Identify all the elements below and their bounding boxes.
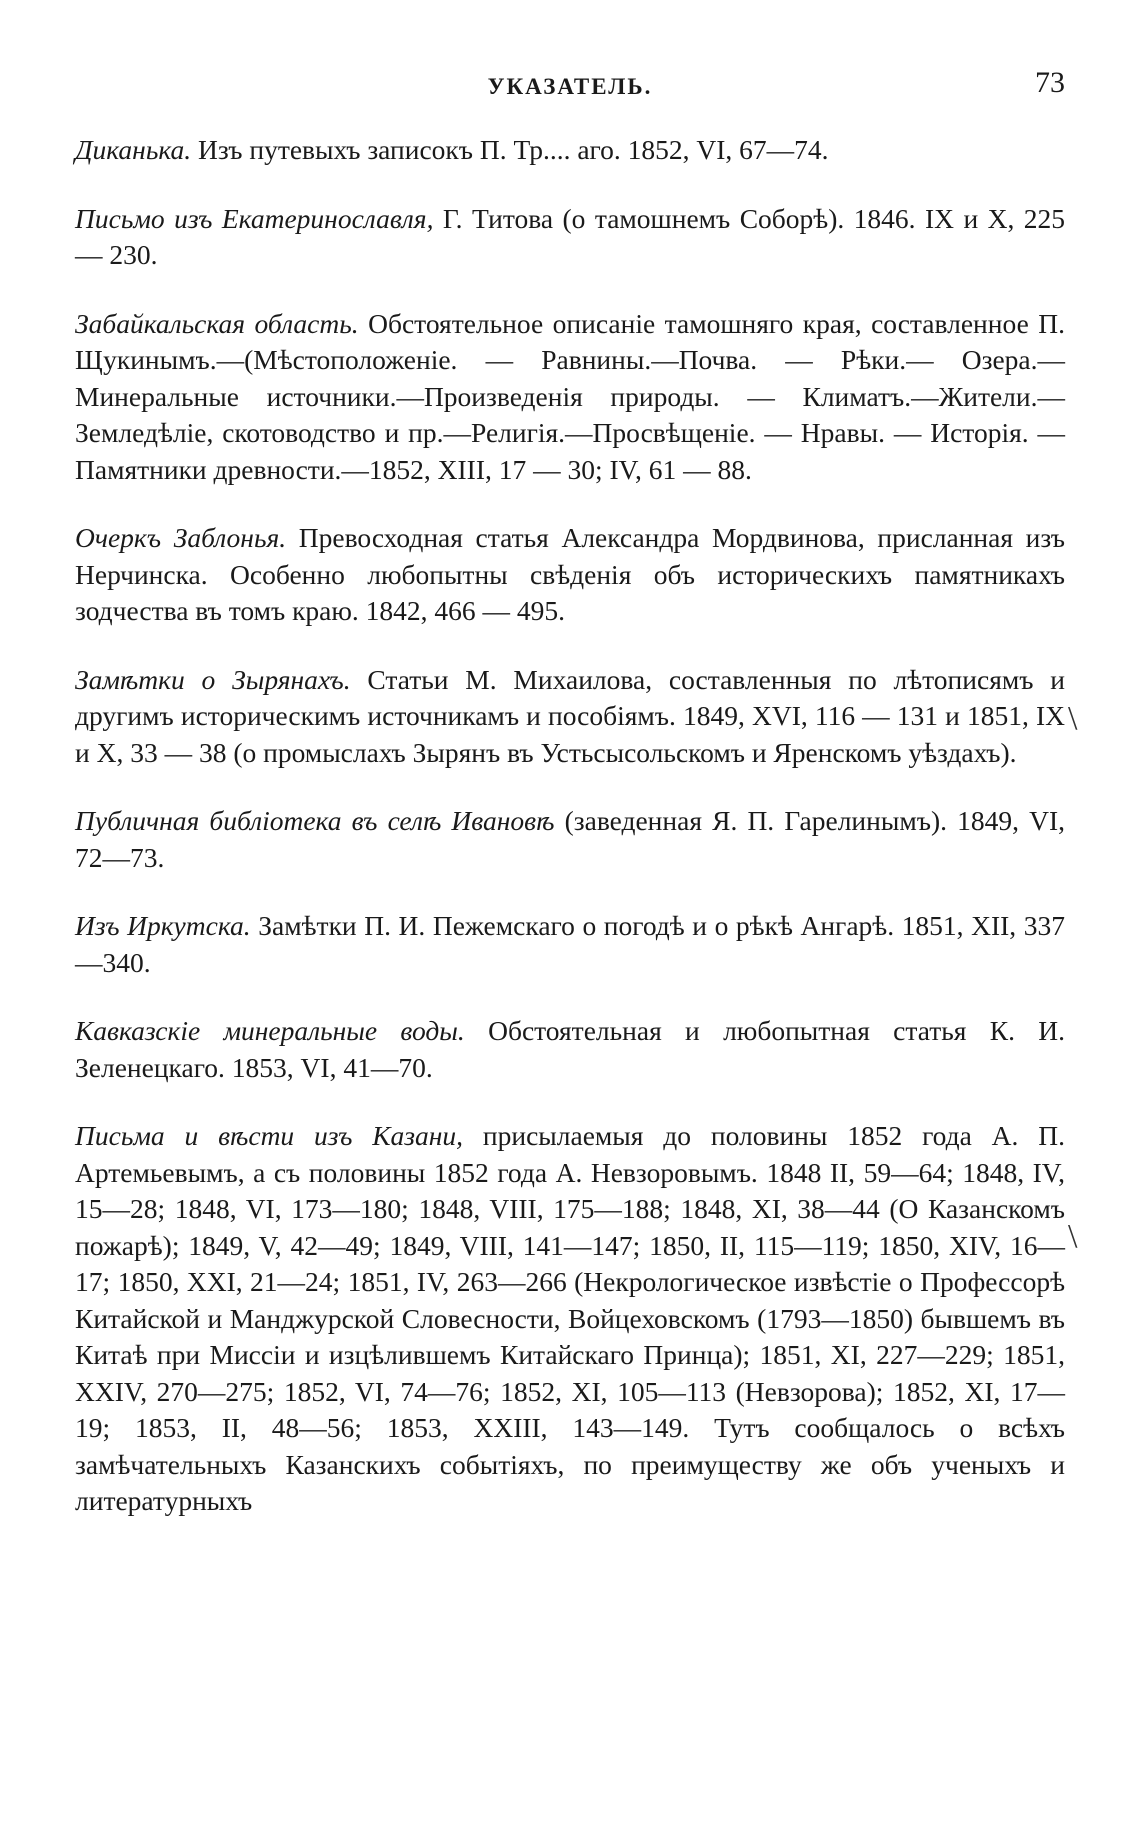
entry-title: Публичная библіотека въ селѣ Ивановѣ xyxy=(75,805,555,836)
entry-title: Письмо изъ Екатеринославля, xyxy=(75,202,434,234)
entry-title: Забайкальская область. xyxy=(75,307,359,339)
index-entry xyxy=(75,306,1065,489)
page-header xyxy=(75,66,1065,114)
entry-text: Превосходная статья Александра Мордвинова, присланная изъ Нерчинска. Особенно любопытны свѣденія объ историческихъ памятникахъ зодчества въ томъ краю. 1842, 466 — 495. xyxy=(75,522,1065,626)
entry-text: присылаемыя до половины 1852 года А. П. Артемьевымъ, а съ половины 1852 года А. Невзоровымъ. 1848 II, 59—64; 1848, IV, 15—28; 1848, VI, 173—180; 1848, VIII, 175—188; 1848, XI, 38—44 (О Казанскомъ пожарѣ); 1849, V, 42—49; 1849, VIII, 141—147; 1850, II, 115—119; 1850, XIV, 16—17; 1850, XXI, 21—24; 1851, IV, 263—266 (Некрологическое извѣстіе о Профессорѣ Китайской и Манджурской Словесности, Войцеховскомъ (1793—1850) бывшемъ въ Китаѣ при Миссіи и изцѣлившемъ Китайскаго Принца); 1851, XI, 227—229; 1851, XXIV, 270—275; 1852, VI, 74—76; 1852, XI, 105—113 (Невзорова); 1852, XI, 17—19; 1853, II, 48—56; 1853, XXIII, 143—149. Тутъ сообщалось о всѣхъ замѣчательныхъ Казанскихъ событіяхъ, по преимуществу же объ ученыхъ и литературныхъ xyxy=(75,1120,1065,1516)
entry-text: Изъ путевыхъ записокъ П. Тр.... аго. 1852, VI, 67—74. xyxy=(198,134,829,165)
entry-title: Диканька. xyxy=(75,134,192,165)
entry-title: Письма и вѣсти изъ Казани, xyxy=(75,1120,464,1151)
entry-text: (заведенная Я. П. Гарелинымъ). 1849, VI, 72—73. xyxy=(75,805,1066,873)
entry-title: Изъ Иркутска. xyxy=(75,910,251,941)
running-head: УКАЗАТЕЛЬ. xyxy=(487,74,653,99)
entry-text: Замѣтки П. И. Пежемскаго о погодѣ и о рѣкѣ Ангарѣ. 1851, XII, 337—340. xyxy=(75,910,1066,978)
index-entry xyxy=(75,1013,1065,1086)
entry-title: Кавказскіе минеральные воды. xyxy=(75,1015,465,1046)
index-entry xyxy=(75,201,1065,274)
index-entry xyxy=(75,1118,1065,1520)
index-entry xyxy=(75,520,1065,630)
index-entry xyxy=(75,908,1065,981)
entry-text: Г. Титова (о тамошнемъ Соборѣ). 1846. IX и X, 225 — 230. xyxy=(75,202,1066,270)
page-number: 73 xyxy=(1035,66,1065,99)
index-entries xyxy=(75,132,1065,1552)
index-entry xyxy=(75,662,1065,772)
margin-mark: \ xyxy=(1068,1218,1078,1255)
index-entry xyxy=(75,132,1065,169)
entry-text: Статьи М. Михаилова, составленныя по лѣтописямъ и другимъ историческимъ источникамъ и пособіямъ. 1849, XVI, 116 — 131 и 1851, IX и X, 33 — 38 (о промыслахъ Зырянъ въ Устьсысольскомъ и Яренскомъ уѣздахъ). xyxy=(75,663,1065,768)
index-entry xyxy=(75,803,1065,876)
entry-title: Очеркъ Заблонья. xyxy=(75,522,287,553)
margin-mark: \ xyxy=(1068,700,1078,737)
entry-text: Обстоятельная и любопытная статья К. И. Зеленецкаго. 1853, VI, 41—70. xyxy=(75,1015,1065,1083)
entry-title: Замѣтки о Зырянахъ. xyxy=(75,663,351,695)
entry-text: Обстоятельное описаніе тамошняго края, составленное П. Щукинымъ.—(Мѣстоположеніе. — Равнины.—Почва. — Рѣки.— Озера.—Минеральные источники.—Произведенія природы. — Климатъ.—Жители.—Земледѣліе, скотоводство и пр.—Религія.—Просвѣщеніе. — Нравы. — Исторія. —Памятники древности.—1852, XIII, 17 — 30; IV, 61 — 88. xyxy=(75,307,1065,485)
